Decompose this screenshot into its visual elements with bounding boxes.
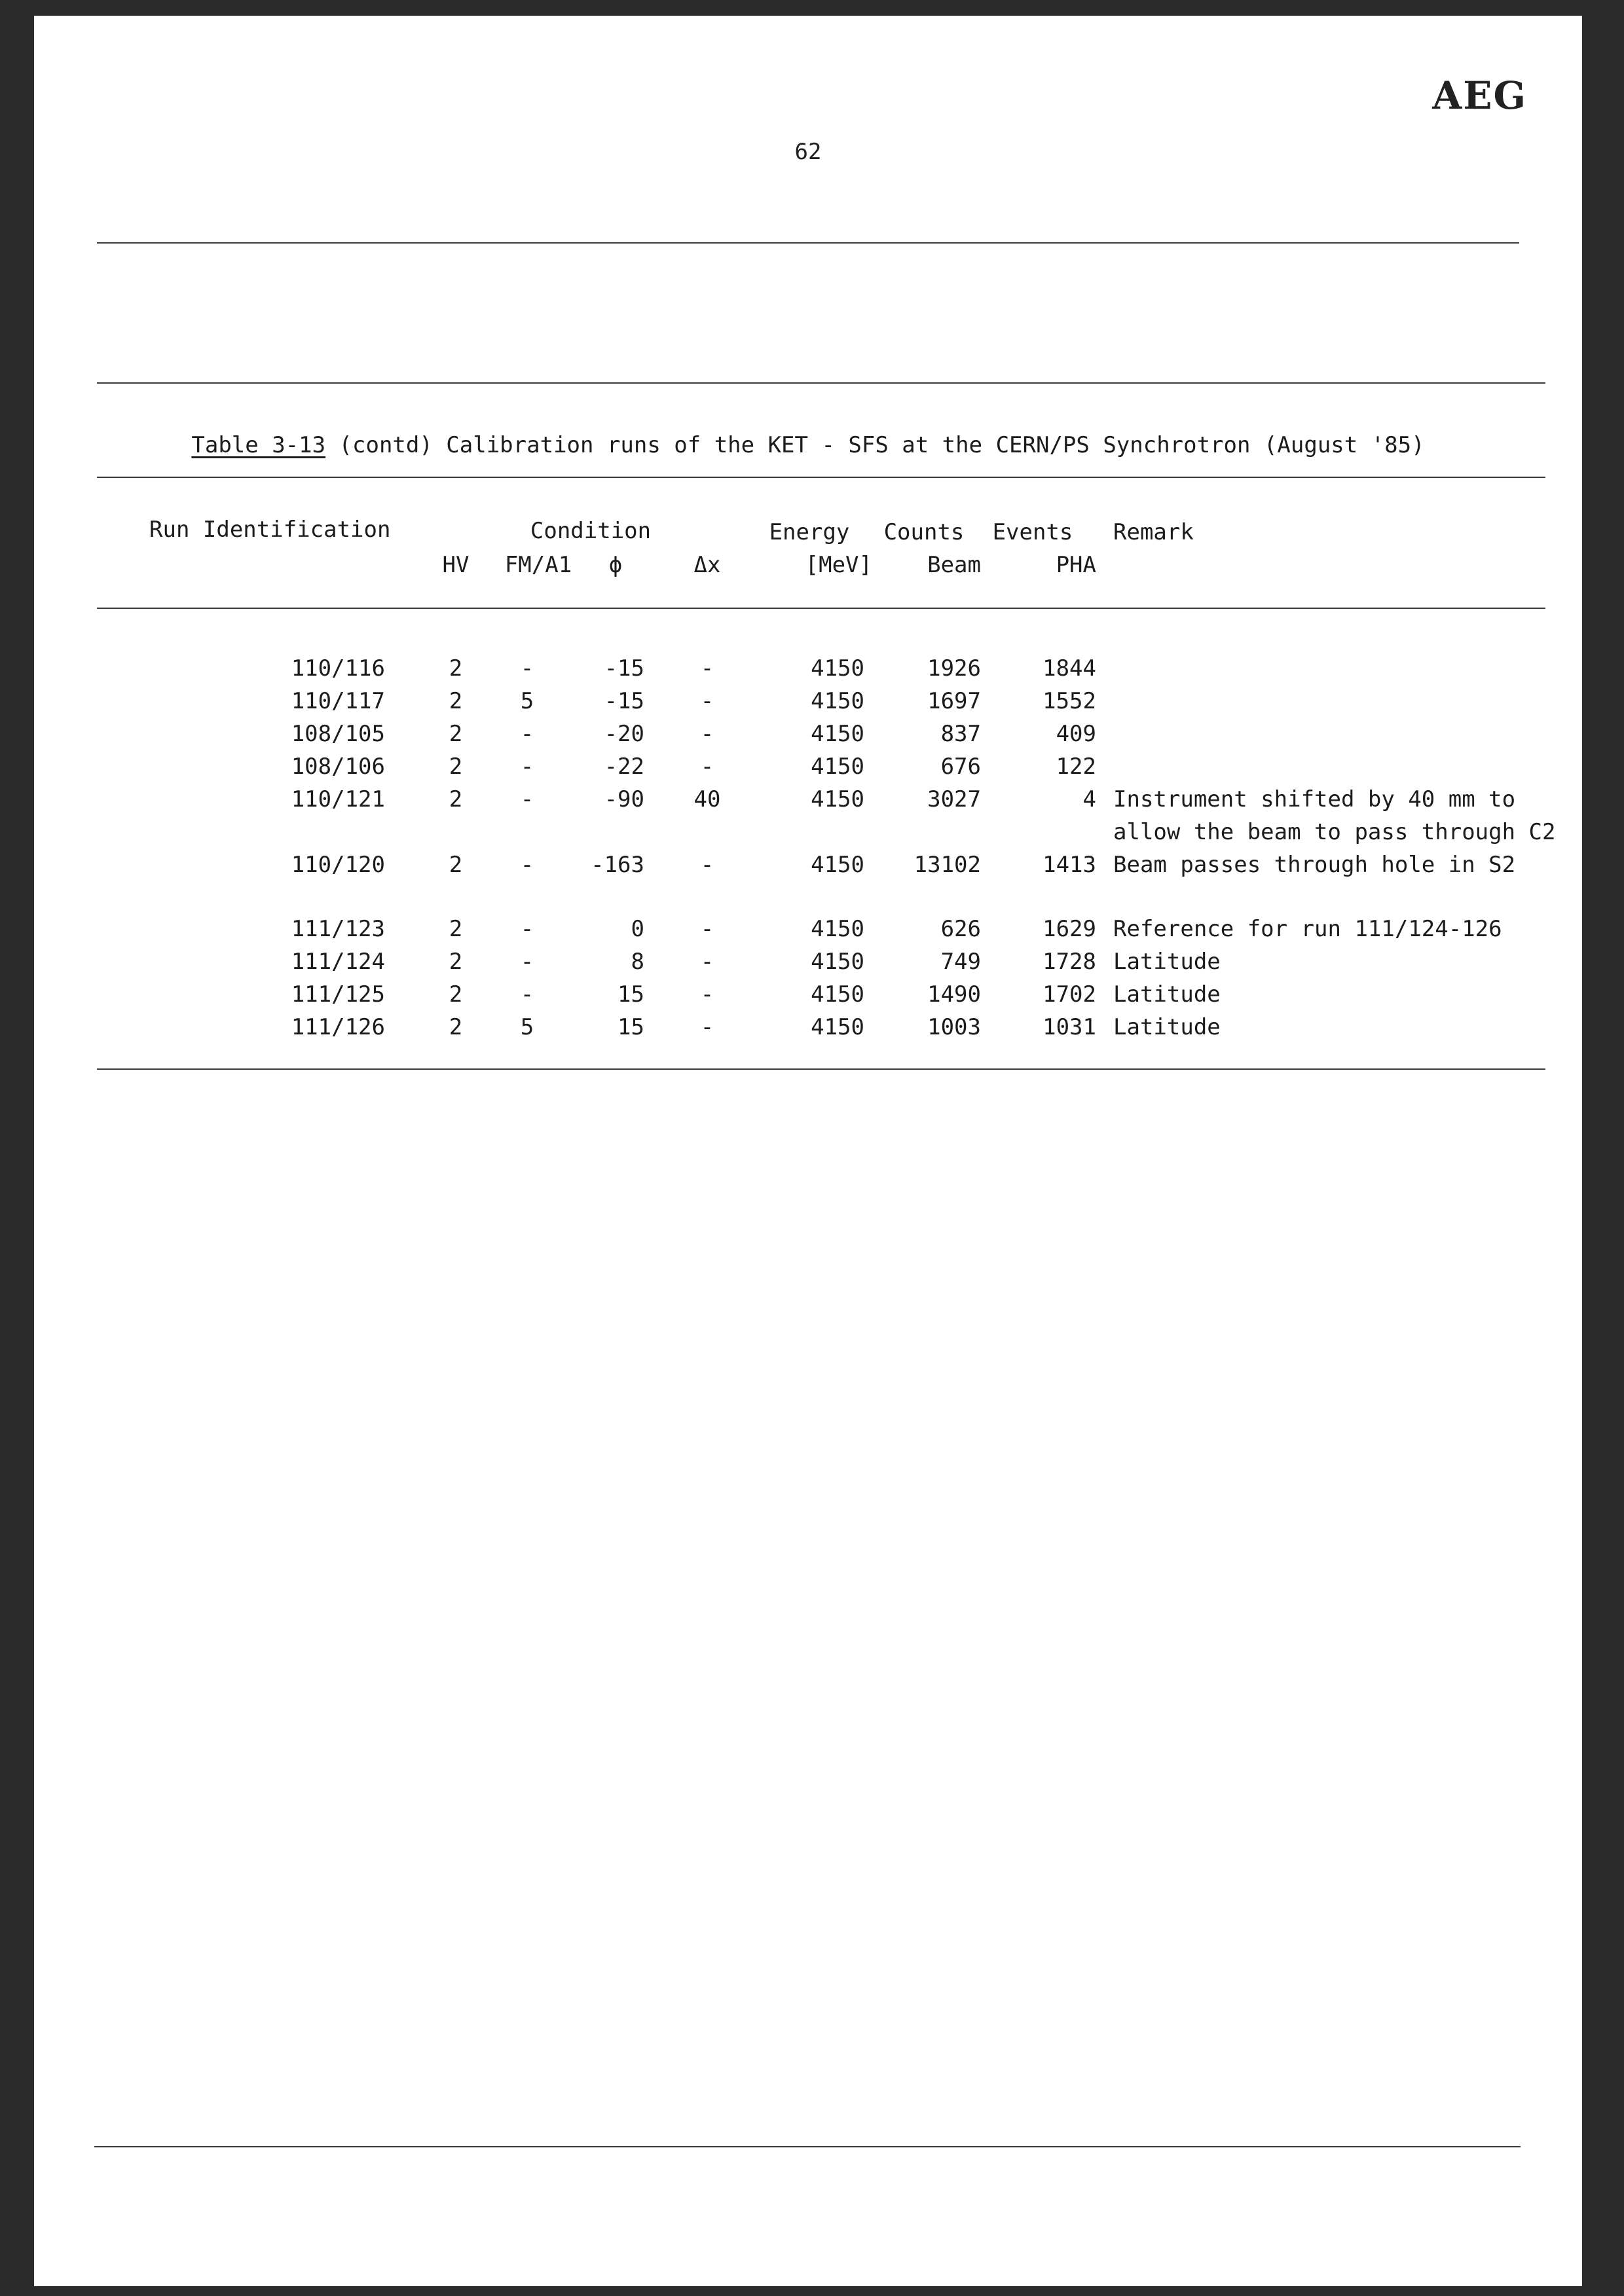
row-energy: 4150 xyxy=(811,721,864,747)
row-hv: 2 xyxy=(449,981,463,1008)
row-run-id: 110/117 xyxy=(291,688,385,714)
row-events-pha: 1031 xyxy=(1043,1014,1096,1040)
row-run-id: 108/105 xyxy=(291,721,385,747)
row-delta-x: - xyxy=(700,916,714,942)
row-run-id: 111/123 xyxy=(291,916,385,942)
row-counts-beam: 749 xyxy=(940,949,981,975)
row-run-id: 111/124 xyxy=(291,949,385,975)
row-hv: 2 xyxy=(449,786,463,812)
row-phi: -15 xyxy=(604,688,644,714)
row-counts-beam: 676 xyxy=(940,754,981,780)
row-events-pha: 409 xyxy=(1056,721,1096,747)
footer-rule xyxy=(94,2146,1521,2147)
header-beam: Beam xyxy=(927,552,981,578)
row-run-id: 110/120 xyxy=(291,852,385,878)
row-phi: -20 xyxy=(604,721,644,747)
row-hv: 2 xyxy=(449,754,463,780)
company-logo: AEG xyxy=(1432,73,1527,118)
row-remark: Beam passes through hole in S2 xyxy=(1113,852,1516,878)
row-remark: Latitude xyxy=(1113,1014,1221,1040)
header-events: Events xyxy=(992,519,1073,545)
row-delta-x: 40 xyxy=(693,786,721,812)
row-fm-a1: - xyxy=(520,949,534,975)
row-delta-x: - xyxy=(700,852,714,878)
row-phi: 15 xyxy=(618,1014,644,1040)
row-phi: 8 xyxy=(631,949,644,975)
row-remark: Latitude xyxy=(1113,981,1221,1008)
row-hv: 2 xyxy=(449,916,463,942)
row-run-id: 111/126 xyxy=(291,1014,385,1040)
row-energy: 4150 xyxy=(811,949,864,975)
row-hv: 2 xyxy=(449,688,463,714)
row-phi: 0 xyxy=(631,916,644,942)
row-delta-x: - xyxy=(700,981,714,1008)
row-fm-a1: - xyxy=(520,916,534,942)
row-events-pha: 4 xyxy=(1082,786,1096,812)
row-fm-a1: - xyxy=(520,721,534,747)
row-energy: 4150 xyxy=(811,916,864,942)
row-energy: 4150 xyxy=(811,1014,864,1040)
row-counts-beam: 1003 xyxy=(927,1014,981,1040)
row-counts-beam: 626 xyxy=(940,916,981,942)
header-hv: HV xyxy=(442,552,470,578)
row-remark: Reference for run 111/124-126 xyxy=(1113,916,1502,942)
row-fm-a1: - xyxy=(520,852,534,878)
row-events-pha: 1413 xyxy=(1043,852,1096,878)
header-remark: Remark xyxy=(1113,519,1194,545)
row-remark: Latitude xyxy=(1113,949,1221,975)
row-delta-x: - xyxy=(700,949,714,975)
row-counts-beam: 1490 xyxy=(927,981,981,1008)
page-number: 62 xyxy=(794,139,822,165)
header-pha: PHA xyxy=(1056,552,1096,578)
row-fm-a1: - xyxy=(520,655,534,682)
row-events-pha: 1844 xyxy=(1043,655,1096,682)
row-delta-x: - xyxy=(700,754,714,780)
header-energy: Energy xyxy=(769,519,850,545)
header-run-identification: Run Identification xyxy=(149,517,391,543)
table-caption-label: Table 3-13 xyxy=(191,432,326,458)
row-remark-continuation: allow the beam to pass through C2 xyxy=(1113,819,1556,845)
row-run-id: 110/121 xyxy=(291,786,385,812)
row-counts-beam: 837 xyxy=(940,721,981,747)
header-bottom-rule xyxy=(97,608,1545,609)
row-fm-a1: - xyxy=(520,786,534,812)
row-counts-beam: 13102 xyxy=(913,852,981,878)
header-delta-x: Δx xyxy=(693,552,721,578)
header-energy-unit: [MeV] xyxy=(805,552,872,578)
row-delta-x: - xyxy=(700,1014,714,1040)
row-events-pha: 1728 xyxy=(1043,949,1096,975)
row-phi: 15 xyxy=(618,981,644,1008)
header-counts: Counts xyxy=(883,519,965,545)
row-hv: 2 xyxy=(449,1014,463,1040)
table-caption-text: (contd) Calibration runs of the KET - SFS at the CERN/PS Synchrotron (August '85) xyxy=(325,432,1425,458)
row-phi: -22 xyxy=(604,754,644,780)
row-fm-a1: - xyxy=(520,754,534,780)
table-caption xyxy=(34,432,1582,458)
row-hv: 2 xyxy=(449,852,463,878)
row-hv: 2 xyxy=(449,655,463,682)
header-fm-a1: FM/A1 xyxy=(504,552,572,578)
row-hv: 2 xyxy=(449,949,463,975)
row-events-pha: 1629 xyxy=(1043,916,1096,942)
row-hv: 2 xyxy=(449,721,463,747)
row-fm-a1: 5 xyxy=(520,1014,534,1040)
row-run-id: 110/116 xyxy=(291,655,385,682)
header-condition: Condition xyxy=(530,518,652,544)
row-delta-x: - xyxy=(700,655,714,682)
table-top-rule xyxy=(97,382,1545,384)
row-energy: 4150 xyxy=(811,754,864,780)
caption-rule xyxy=(97,477,1545,478)
row-energy: 4150 xyxy=(811,852,864,878)
row-remark: Instrument shifted by 40 mm to xyxy=(1113,786,1516,812)
row-energy: 4150 xyxy=(811,655,864,682)
row-counts-beam: 1697 xyxy=(927,688,981,714)
row-events-pha: 122 xyxy=(1056,754,1096,780)
row-fm-a1: - xyxy=(520,981,534,1008)
row-delta-x: - xyxy=(700,688,714,714)
row-energy: 4150 xyxy=(811,688,864,714)
document-page xyxy=(34,16,1582,2286)
header-rule xyxy=(97,242,1519,244)
row-fm-a1: 5 xyxy=(520,688,534,714)
row-phi: -90 xyxy=(604,786,644,812)
row-counts-beam: 3027 xyxy=(927,786,981,812)
row-phi: -163 xyxy=(591,852,644,878)
row-counts-beam: 1926 xyxy=(927,655,981,682)
row-run-id: 111/125 xyxy=(291,981,385,1008)
row-phi: -15 xyxy=(604,655,644,682)
header-phi: ϕ xyxy=(608,552,623,578)
row-energy: 4150 xyxy=(811,981,864,1008)
row-run-id: 108/106 xyxy=(291,754,385,780)
row-events-pha: 1552 xyxy=(1043,688,1096,714)
row-delta-x: - xyxy=(700,721,714,747)
row-energy: 4150 xyxy=(811,786,864,812)
table-bottom-rule xyxy=(97,1068,1545,1070)
row-events-pha: 1702 xyxy=(1043,981,1096,1008)
